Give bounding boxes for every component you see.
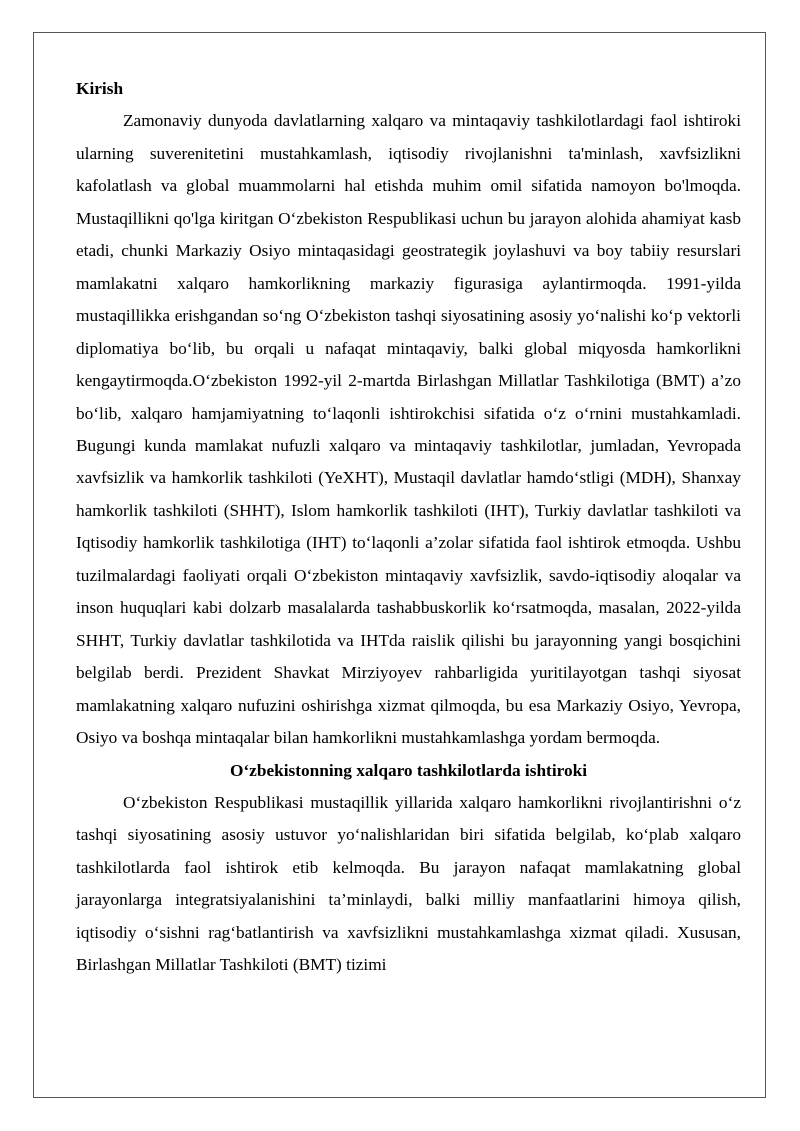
- intro-paragraph: Zamonaviy dunyoda davlatlarning xalqaro va mintaqaviy tashkilotlardagi faol ishtiroki ularning suverenitetini mustahkamlash, iqtisodiy rivojlanishni ta'minlash, xavfsizlikni kafolatlash va global muammolarni hal etishda muhim omil sifatida namoyon bo'lmoqda. Mustaqillikni qo'lga kiritgan O‘zbekiston Respublikasi uchun bu jarayon alohida ahamiyat kasb etadi, chunki Markaziy Osiyo mintaqasidagi geostrategik joylashuvi va boy tabiiy resurslari mamlakatni xalqaro hamkorlikning markaziy figurasiga aylantirmoqda. 1991-yilda mustaqillikka erishgandan so‘ng O‘zbekiston tashqi siyosatining asosiy yo‘nalishi ko‘p vektorli diplomatiya bo‘lib, bu orqali u nafaqat mintaqaviy, balki global miqyosda hamkorlikni kengaytirmoqda.O‘zbekiston 1992-yil 2-martda Birlashgan Millatlar Tashkilotiga (BMT) a’zo bo‘lib, xalqaro hamjamiyatning to‘laqonli ishtirokchisi sifatida o‘z o‘rnini mustahkamladi. Bugungi kunda mamlakat nufuzli xalqaro va mintaqaviy tashkilotlar, jumladan, Yevropada xavfsizlik va hamkorlik tashkiloti (YeXHT), Mustaqil davlatlar hamdo‘stligi (MDH), Shanxay hamkorlik tashkiloti (SHHT), Islom hamkorlik tashkiloti (IHT), Turkiy davlatlar tashkiloti va Iqtisodiy hamkorlik tashkilotiga (IHT) to‘laqonli a’zolar sifatida faol ishtirok etmoqda. Ushbu tuzilmalardagi faoliyati orqali O‘zbekiston mintaqaviy xavfsizlik, savdo-iqtisodiy aloqalar va inson huquqlari kabi dolzarb masalalarda tashabbuskorlik ko‘rsatmoqda, masalan, 2022-yilda SHHT, Turkiy davlatlar tashkilotida va IHTda raislik qilishi bu jarayonning yangi bosqichini belgilab berdi. Prezident Shavkat Mirziyoyev rahbarligida yuritilayotgan tashqi siyosat mamlakatning xalqaro nufuzini oshirishga xizmat qilmoqda, bu esa Markaziy Osiyo, Yevropa, Osiyo va boshqa mintaqalar bilan hamkorlikni mustahkamlashga yordam bermoqda.: [76, 111, 741, 748]
- section-title: O‘zbekistonning xalqaro tashkilotlarda ishtiroki: [229, 760, 588, 780]
- document-body: [76, 73, 741, 982]
- intro-heading: Kirish: [76, 79, 124, 98]
- section-paragraph: O‘zbekiston Respublikasi mustaqillik yillarida xalqaro hamkorlikni rivojlantirishni o‘z tashqi siyosatining asosiy ustuvor yo‘nalishlaridan biri sifatida belgilab, ko‘plab xalqaro tashkilotlarda faol ishtirok etib kelmoqda. Bu jarayon nafaqat mamlakatning global jarayonlarga integratsiyalanishini ta’minlaydi, balki milliy manfaatlarini himoya qilish, iqtisodiy o‘sishni rag‘batlantirish va xavfsizlikni mustahkamlashga xizmat qiladi. Xususan, Birlashgan Millatlar Tashkiloti (BMT) tizimi: [76, 792, 741, 975]
